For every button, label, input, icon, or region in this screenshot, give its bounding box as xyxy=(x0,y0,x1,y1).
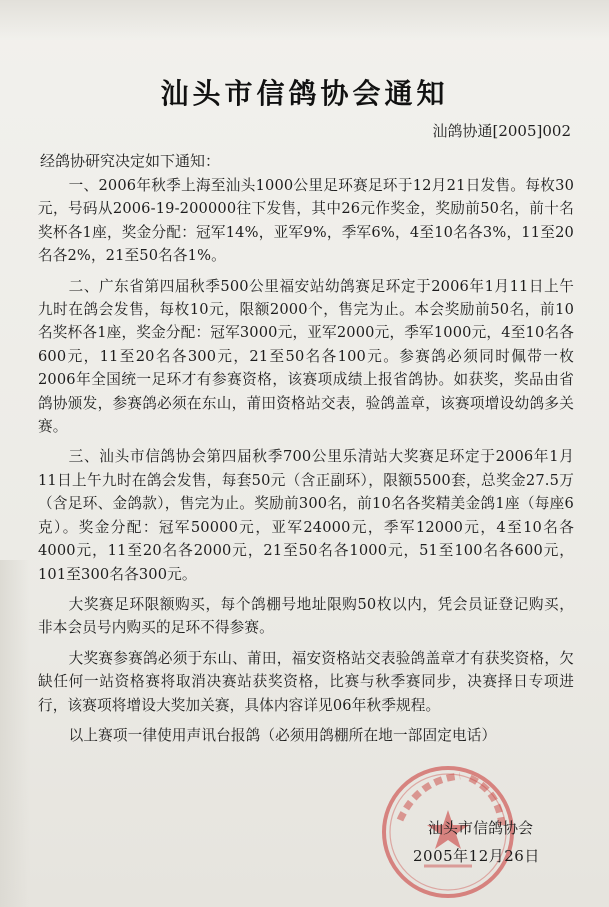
notice-date: 2005年12月26日 xyxy=(413,847,540,865)
scan-shadow-top xyxy=(0,0,609,40)
signature-organization: 汕头市信鸽协会 xyxy=(428,819,534,837)
page-title: 汕头市信鸽协会通知 xyxy=(160,77,449,110)
paragraph-500km-race: 二、广东省第四届秋季500公里福安站幼鸽赛足环定于2006年1月11日上午九时在鸽会发售，每枚10元，限额2000个，售完为止。本会奖励前50名，前10名奖杯各1座，奖金分配：冠军3000元，亚军2000元，季军1000元，4至10名各600元，11至20名各300元，21至50名各100元。参赛鸽必须同时佩带一枚2006年全国统一足环才有参赛资格，该赛项成绩上报省鸽协。如获奖，奖品由省鸽协颁发，参赛鸽必须在东山，莆田资格站交表，验鸽盖章，该赛项增设幼鸽多关赛。 xyxy=(38,277,574,436)
paragraph-1000km-race: 一、2006年秋季上海至汕头1000公里足环赛足环于12月21日发售。每枚30元，号码从2006-19-200000往下发售，其中26元作奖金，奖励前50名，前十名奖杯各1座，奖金分配：冠军14%，亚军9%，季军6%，4至10名各3%，11至20名各2%，21至50名各1%。 xyxy=(38,177,574,265)
paragraph-700km-grand-prize: 三、汕头市信鸽协会第四届秋季700公里乐清站大奖赛足环定于2006年1月11日上午九时在鸽会发售，每套50元（含正副环），限额5500套，总奖金27.5万（含足环、金鸽款），售完为止。奖励前300名，前10名各奖精美金鸽1座（每座6克）。奖金分配：冠军50000元，亚军24000元，季军12000元，4至10名各4000元，11至20名各2000元，21至50名各1000元，51至100名各600元，101至300名各300元。 xyxy=(38,448,574,583)
greeting-line: 经鸽协研究决定如下通知： xyxy=(40,152,221,170)
scan-shadow-left xyxy=(0,560,30,907)
closing-line: 以上赛项一律使用声讯台报鸽（必须用鸽棚所在地一部固定电话） xyxy=(68,726,497,744)
notice-body xyxy=(38,174,574,754)
paragraph-purchase-limit: 大奖赛足环限额购买，每个鸽棚号地址限购50枚以内，凭会员证登记购买，非本会员号内购买的足环不得参赛。 xyxy=(38,595,574,637)
document-number: 汕鸽协通[2005]002 xyxy=(432,122,571,140)
paragraph-qualification: 大奖赛参赛鸽必须于东山、莆田，福安资格站交表验鸽盖章才有获奖资格，欠缺任何一站资格赛将取消决赛站获奖资格，比赛与秋季赛同步，决赛择日专项进行，该赛项将增设大奖加关赛，具体内容详见06年秋季规程。 xyxy=(38,649,574,714)
